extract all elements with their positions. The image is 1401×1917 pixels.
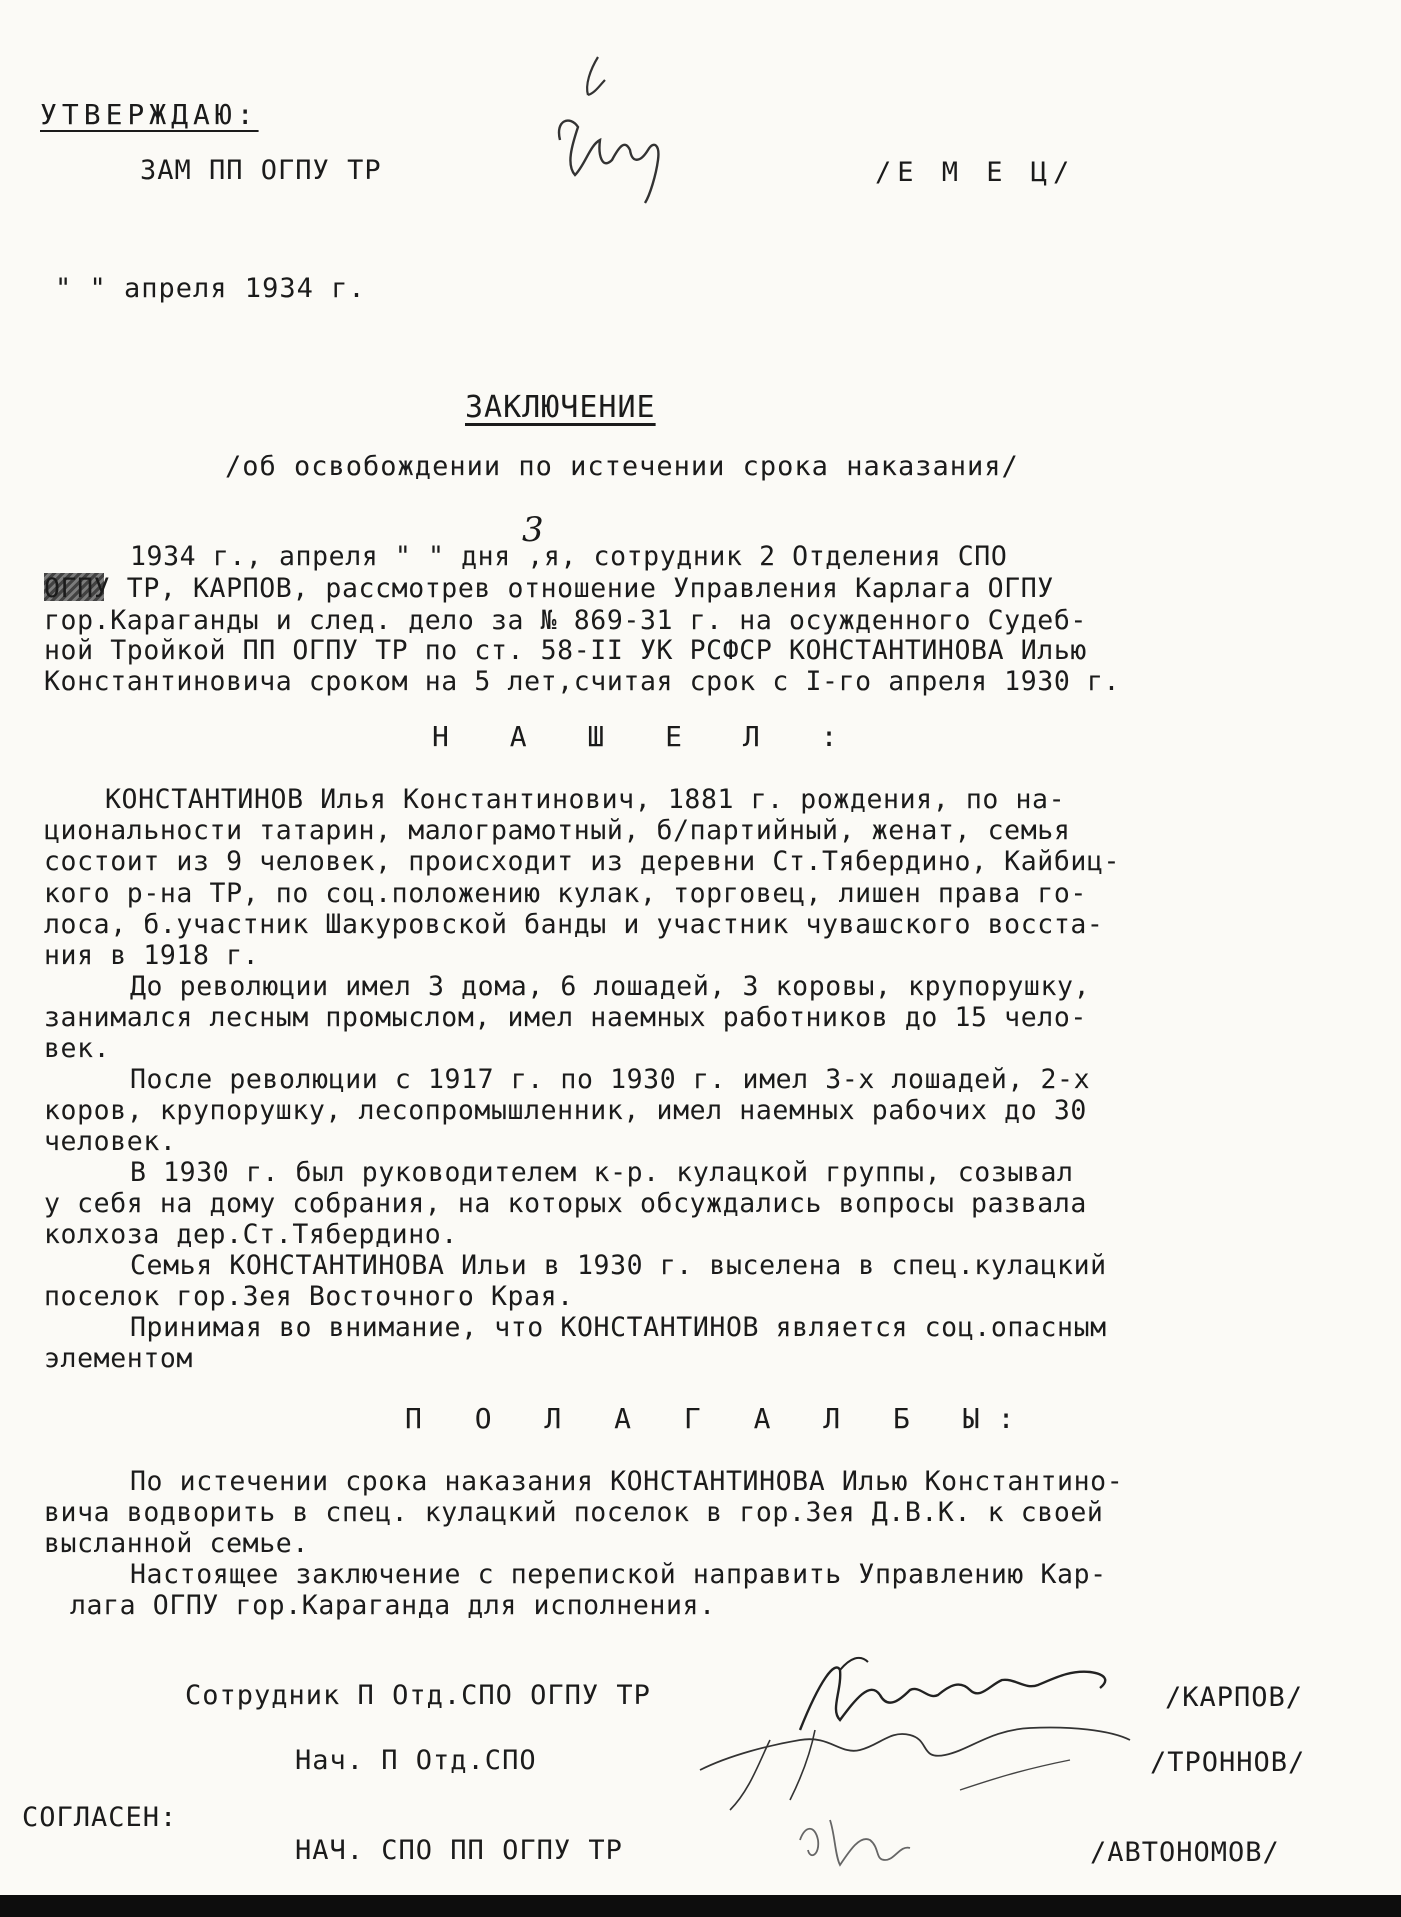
found-line: В 1930 г. был руководителем к-р. кулацкой группы, созывал (130, 1157, 1074, 1188)
found-line: колхоза дер.Ст.Тябердино. (44, 1219, 458, 1250)
found-line: ния в 1918 г. (44, 940, 260, 971)
signer-name-2: /ТРОННОВ/ (1150, 1747, 1306, 1778)
approver-name: /Е М Е Ц/ (875, 157, 1076, 188)
conclusion-line: высланной семье. (44, 1528, 309, 1559)
found-line: После революции с 1917 г. по 1930 г. имел 3-х лошадей, 2-х (130, 1064, 1091, 1095)
found-line: поселок гор.Зея Восточного Края. (44, 1281, 574, 1312)
found-line: До революции имел 3 дома, 6 лошадей, 3 коровы, крупорушку, (130, 971, 1091, 1002)
signer-title-1: Сотрудник П Отд.СПО ОГПУ ТР (185, 1680, 651, 1711)
found-line: Принимая во внимание, что КОНСТАНТИНОВ является соц.опасным (130, 1312, 1107, 1343)
found-line: состоит из 9 человек, происходит из деревни Ст.Тябердино, Кайбиц- (44, 846, 1121, 877)
conclusion-heading: П О Л А Г А Л Б Ы: (405, 1402, 1033, 1435)
intro-line: 1934 г., апреля " " дня ,я, сотрудник 2 Отделения СПО (130, 541, 1008, 572)
found-line: человек. (44, 1126, 177, 1157)
approver-signature (530, 45, 730, 215)
found-heading: Н А Ш Е Л : (432, 720, 860, 753)
document-title: ЗАКЛЮЧЕНИЕ (465, 390, 656, 425)
found-line: кого р-на ТР, по соц.положению кулак, торговец, лишен права го- (44, 878, 1087, 909)
found-line: лоса, б.участник Шакуровской банды и участник чувашского восста- (44, 909, 1104, 940)
found-line: занимался лесным промыслом, имел наемных работников до 15 чело- (44, 1002, 1087, 1033)
found-line: КОНСТАНТИНОВ Илья Константинович, 1881 г. рождения, по на- (105, 784, 1066, 815)
signer-title-3: НАЧ. СПО ПП ОГПУ ТР (295, 1835, 623, 1866)
document-subtitle: /об освобождении по истечении срока наказания/ (225, 451, 1019, 482)
approver-position: ЗАМ ПП ОГПУ ТР (140, 155, 382, 186)
signer-name-3: /АВТОНОМОВ/ (1090, 1837, 1280, 1868)
intro-line: Константиновича сроком на 5 лет,считая срок с I-го апреля 1930 г. (44, 666, 1121, 697)
intro-line: ной Тройкой ПП ОГПУ ТР по ст. 58-II УК РСФСР КОНСТАНТИНОВА Илью (44, 635, 1087, 666)
intro-line: гор.Караганды и след. дело за № 869-31 г. на осужденного Судеб- (44, 605, 1087, 636)
found-line: элементом (44, 1343, 193, 1374)
intro-line: ОГПУ ТР, КАРПОВ, рассмотрев отношение Управления Карлага ОГПУ (44, 573, 1054, 604)
found-line: Семья КОНСТАНТИНОВА Ильи в 1930 г. выселена в спец.кулацкий (130, 1250, 1107, 1281)
intro-date-handwritten: 3 (522, 510, 544, 550)
conclusion-line: По истечении срока наказания КОНСТАНТИНОВА Илью Константино- (130, 1466, 1124, 1497)
approval-date: " " апреля 1934 г. (55, 273, 366, 304)
scan-edge (0, 1895, 1401, 1917)
approval-label: УТВЕРЖДАЮ: (40, 98, 259, 131)
avtonomov-signature (780, 1800, 980, 1890)
agreed-label: СОГЛАСЕН: (22, 1802, 178, 1833)
conclusion-line: вича водворить в спец. кулацкий поселок в гор.Зея Д.В.К. к своей (44, 1497, 1104, 1528)
found-line: коров, крупорушку, лесопромышленник, имел наемных рабочих до 30 (44, 1095, 1087, 1126)
found-line: циональности татарин, малограмотный, б/партийный, женат, семья (44, 815, 1071, 846)
signer-name-1: /КАРПОВ/ (1165, 1682, 1304, 1713)
found-line: век. (44, 1033, 111, 1064)
signer-title-2: Нач. П Отд.СПО (295, 1745, 537, 1776)
conclusion-line: Настоящее заключение с перепиской направить Управлению Кар- (130, 1559, 1107, 1590)
found-line: у себя на дому собрания, на которых обсуждались вопросы развала (44, 1188, 1087, 1219)
conclusion-line: лага ОГПУ гор.Караганда для исполнения. (70, 1590, 716, 1621)
